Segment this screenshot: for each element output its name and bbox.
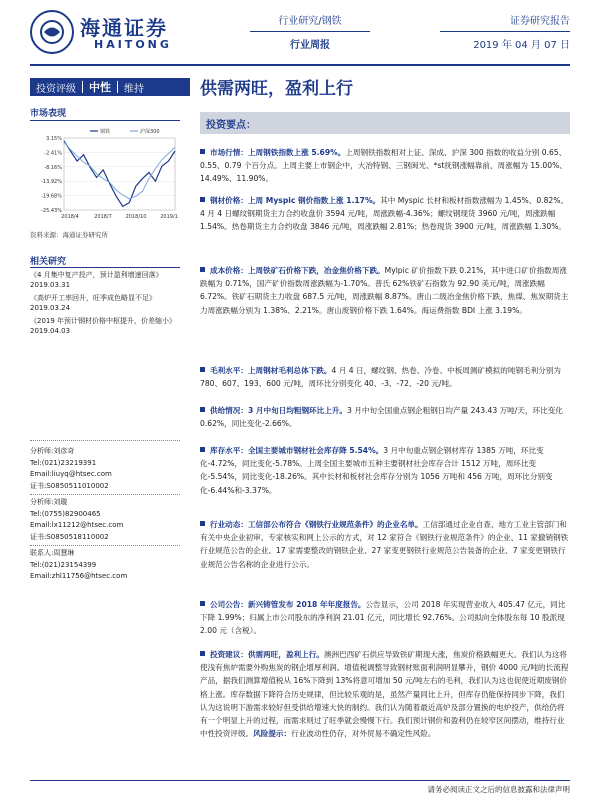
series-line xyxy=(64,141,175,207)
key-point-body: Mylpic 矿价指数下跌 0.21%，其中进口矿价指数周涨跌幅为 0.71%，国产矿价指数周涨跌幅为-1.70%。普氏 62%铁矿石指数为 92.90 美元/吨，周涨跌幅 6.72%。铁矿石期货主力收盘 687.5 元/吨，周涨跌幅 8.87%。唐山二级冶金焦价格下跌，焦煤、焦炭期货主力周涨跌幅分别为 1.38%、2.21%。唐山废钢价格下跌 1.64%。海运费指数 BDI 上涨 3.19%。 xyxy=(200,266,569,315)
related-list xyxy=(30,270,180,336)
risk-label: 风险提示： xyxy=(253,729,292,739)
key-point-body: 工信部通过企业自查、地方工业主管部门和有关中央企业初审、专家核实和网上公示的方式，对 12 家符合《钢铁行业规范条件》的企业、11 家撤销钢铁行业规范公告的企业、17 家需要整改的钢铁企业、27 家变更钢铁行业规范公告装备的企业、7 家变更钢铁行业规范公告名称的企业进行公示。 xyxy=(200,520,569,569)
analyst-tel: Tel:(021)23219391 xyxy=(30,458,97,467)
y-tick-label: -25.43% xyxy=(41,208,62,214)
header-category: 行业研究/钢铁 xyxy=(278,16,342,27)
analyst-divider xyxy=(30,545,180,546)
rating-bar xyxy=(30,78,190,96)
key-points-heading: 投资要点： xyxy=(206,120,256,131)
y-tick-label: -8.16% xyxy=(44,164,62,171)
key-point-head: 公司公告：新兴铸管发布 2018 年年度报告。 xyxy=(210,600,366,609)
key-point-steel-price xyxy=(200,194,570,234)
y-tick-label: 3.15% xyxy=(46,136,62,142)
key-point-cost xyxy=(200,264,570,317)
footer-disclaimer: 请务必阅读正文之后的信息披露和法律声明 xyxy=(427,785,570,794)
key-point-body: 3 月中旬全国重点钢企粗钢日均产量 243.43 万吨/天，环比变化 0.62%，同比变化-2.66%。 xyxy=(200,406,563,429)
y-tick-label: -2.41% xyxy=(44,150,62,157)
key-point-body: 上周钢铁指数相对上证、深成、沪深 300 指数的收益分别 0.65、0.55、0.79 个百分点。上周主要上市钢企中，大冶特钢、三钢闽光、*st抚钢涨幅靠前，周涨幅为 15.00%、14.49%、11.90%。 xyxy=(200,148,567,184)
key-point-head: 成本价格：上周铁矿石价格下跌，冶金焦价格下跌。 xyxy=(210,266,385,275)
series-line xyxy=(64,142,175,199)
header-category-block xyxy=(250,12,370,51)
header-divider-right xyxy=(440,31,570,32)
key-point-head: 供给情况：3 月中旬日均粗钢环比上升。 xyxy=(210,406,348,415)
analyst-email[interactable]: Email:zhl11756@htsec.com xyxy=(30,572,128,580)
key-point-advice xyxy=(200,648,570,740)
bullet-square-icon xyxy=(200,149,205,154)
analyst-tel: Tel:(0755)82900465 xyxy=(30,509,101,518)
analyst-divider xyxy=(30,494,180,495)
header-report-block xyxy=(440,12,570,51)
key-point-body: 3 月中旬重点钢企钢材库存 1385 万吨，环比变化-4.72%，同比变化-5.78%。上周全国主要城市五种主要钢材社会库存合计 1512 万吨，周环比变化-5.54%，同比变化-18.26%。其中长材和板材社会库存分别为 1056 万吨和 456 万吨，周环比分别变化-6.44%和-3.37%。 xyxy=(200,446,553,495)
market-rule xyxy=(30,120,180,121)
market-source: 资料来源：海通证券研究所 xyxy=(30,231,108,239)
analyst-tel: Tel:(021)23154399 xyxy=(30,560,97,569)
bullet-square-icon xyxy=(200,447,205,452)
key-point-supply xyxy=(200,404,570,430)
related-heading: 相关研究 xyxy=(30,257,67,267)
market-chart xyxy=(30,124,180,224)
key-point-body: 其中 Myspic 长材和板材指数涨幅为 1.45%、0.82%。4 月 4 日螺纹钢期货主力合约收盘价 3594 元/吨，周涨跌幅-4.36%；螺纹钢现货 3960 元/吨，周涨跌幅 1.54%。热卷期货主力合约收盘 3846 元/吨，周涨跌幅 2.81%；热卷现货 3900 元/吨，周涨跌幅 1.30%。 xyxy=(200,196,569,232)
footer-rule xyxy=(30,780,570,781)
key-point-inventory xyxy=(200,444,570,497)
header-rule xyxy=(30,64,570,66)
key-point-head: 毛利水平：上周钢材毛利总体下跌。 xyxy=(210,366,332,375)
related-item-date: 2019.04.03 xyxy=(30,327,71,335)
x-tick-label: 2018/7 xyxy=(94,214,112,220)
legend-label: 沪深300 xyxy=(140,129,160,135)
analyst-list xyxy=(30,446,180,583)
key-point-head: 钢材价格：上周 Myspic 钢价指数上涨 1.17%。 xyxy=(210,196,381,205)
y-tick-label: -19.68% xyxy=(41,193,62,200)
related-item-title[interactable]: 《4 月集中复产投产，预计盈利增速回落》 xyxy=(30,271,163,279)
key-point-margin xyxy=(200,364,570,390)
x-tick-label: 2018/10 xyxy=(125,214,147,220)
related-item-date: 2019.03.24 xyxy=(30,304,71,312)
analyst-name: 联系人:周慧琳 xyxy=(30,549,75,557)
analyst-email[interactable]: Email:lx11212@htsec.com xyxy=(30,521,124,529)
analyst-name: 分析师:刘璇 xyxy=(30,498,68,506)
key-point-body: 澳洲巴西矿石供应导致铁矿期现大涨，焦炭价格跌幅更大。我们认为这将使浅有焦炉需要外购焦炭的钢企增厚利润。增值税调整导致钢材账面利润明显攀升，钢价 4000 元/吨的长流程产品，据我们测算增值税从 16%下降到 13%将意可增加 50 元/吨左右的毛利，我们认为这也促使近期废钢价格上涨。库存数据下降符合历史规律，但比较乐观的是，虽然产量同比上升，但库存仍能保持同步下降，我们认为这说明下游需求较好但受供给增速大快的制约。我们认为随着最近高炉及部分置换的电炉投产，供给仍将有一个明显上升的过程，而需求则过了旺季就会慢慢下行。我们预计钢价和盈利仍在较窄区间摆动，维持行业中性投资评级。 xyxy=(200,650,569,739)
risk-text: 行业波动性仍存，对外贸易不确定性风险。 xyxy=(291,729,436,739)
related-item-title[interactable]: 《2019 年预计钢材价格中枢提升，价差缩小》 xyxy=(30,317,177,325)
key-point-body: 4 月 4 日，螺纹钢、热卷、冷卷、中板周测矿模拟的吨钢毛利分别为 780、607、193、600 元/吨，周环比分别变化 40、-3、-72、-20 元/吨。 xyxy=(200,366,562,389)
key-point-head: 库存水平：全国主要城市钢材社会库存降 5.54%。 xyxy=(210,446,384,455)
related-item-date: 2019.03.31 xyxy=(30,281,71,289)
bullet-square-icon xyxy=(200,601,205,606)
analyst-email[interactable]: Email:liuyq@htsec.com xyxy=(30,470,112,478)
related-rule xyxy=(30,267,180,268)
y-tick-label: -13.92% xyxy=(41,179,62,186)
bullet-square-icon xyxy=(200,407,205,412)
header-divider xyxy=(250,31,370,32)
rating-label: 投资评级 xyxy=(36,83,76,95)
key-point-head: 投资建议：供需两旺，盈利上行。 xyxy=(210,650,324,659)
bullet-square-icon xyxy=(200,367,205,372)
header-date: 2019 年 04 月 07 日 xyxy=(473,40,570,51)
company-logo-icon xyxy=(30,10,74,54)
bullet-square-icon xyxy=(200,651,205,656)
key-point-company xyxy=(200,598,570,638)
rating-value: 中性 xyxy=(89,81,111,94)
bullet-square-icon xyxy=(200,521,205,526)
key-point-head: 行业动态：工信部公布符合《钢铁行业规范条件》的企业名单。 xyxy=(210,520,423,529)
report-title: 供需两旺，盈利上行 xyxy=(200,79,353,99)
key-point-market xyxy=(200,146,570,186)
header-report-type: 证券研究报告 xyxy=(510,16,570,27)
key-point-industry xyxy=(200,518,570,571)
key-point-body: 公告显示，公司 2018 年实现营业收入 405.47 亿元，同比下降 1.99%；归属上市公司股东的净利润 21.01 亿元，同比增长 92.76%。公司拟向全体股东每 10 股派现 2.00 元（含税）。 xyxy=(200,600,566,636)
header-doc-type: 行业周报 xyxy=(290,40,330,51)
bullet-square-icon xyxy=(200,197,205,202)
analyst-cert: 证书:S0850518110002 xyxy=(30,532,109,541)
market-heading: 市场表现 xyxy=(30,109,67,119)
x-tick-label: 2019/1 xyxy=(160,214,178,220)
related-item-title[interactable]: 《高炉开工率回升，旺季成色略显不足》 xyxy=(30,294,156,302)
key-point-head: 市场行情：上周钢铁指数上涨 5.69%。 xyxy=(210,148,346,157)
bullet-square-icon xyxy=(200,267,205,272)
legend-label: 钢铁 xyxy=(100,129,111,135)
analyst-name: 分析师:刘彦奇 xyxy=(30,447,75,455)
x-tick-label: 2018/4 xyxy=(61,214,79,220)
analyst-cert: 证书:S0850511010002 xyxy=(30,481,109,490)
analyst-divider xyxy=(30,440,180,441)
logo-english-name: HAITONG xyxy=(94,38,172,51)
logo-chinese-name: 海通证券 xyxy=(80,16,168,40)
rating-action: 维持 xyxy=(124,83,144,95)
